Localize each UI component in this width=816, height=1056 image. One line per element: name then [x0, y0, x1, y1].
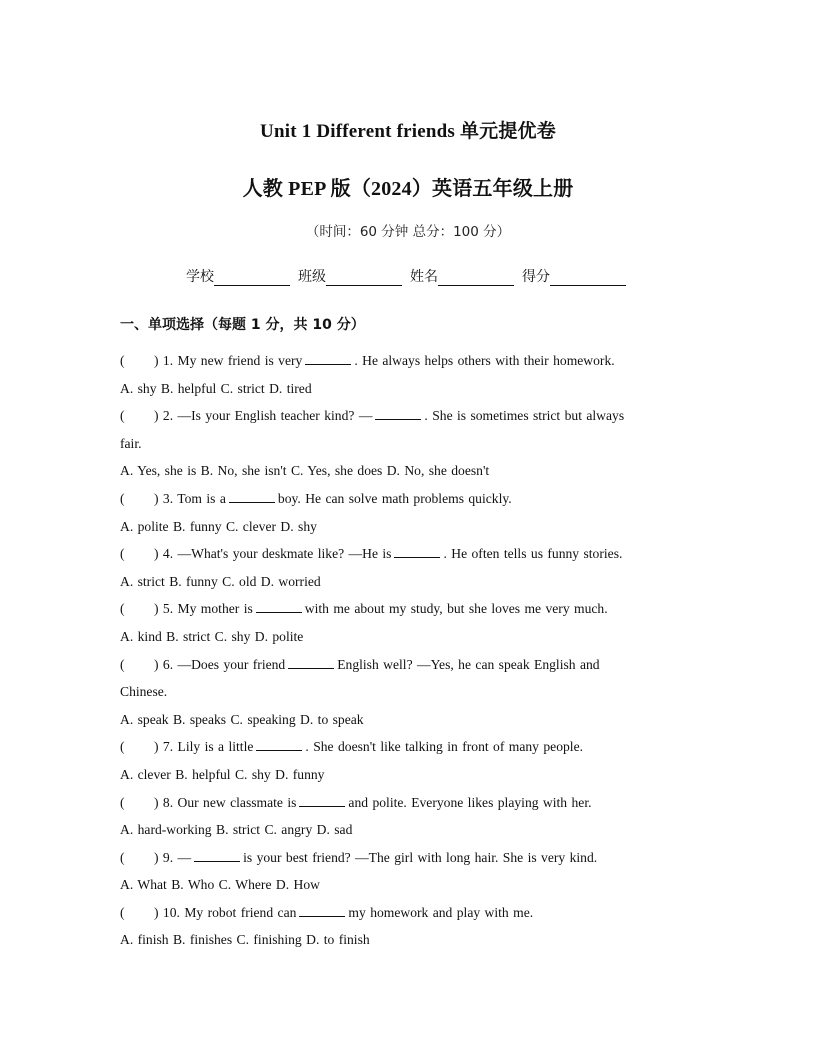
- question-text: ) 6. —Does your friend: [154, 656, 286, 672]
- question-list: [120, 350, 690, 957]
- question-text: ) 8. Our new classmate is: [154, 794, 297, 810]
- fill-blank: [229, 488, 275, 503]
- text-line: A. shy B. helpful C. strict D. tired: [120, 380, 312, 396]
- section-title: 一、单项选择（每题 1 分，共 10 分）: [120, 317, 365, 333]
- question-text: ) 2. —Is your English teacher kind? —: [154, 408, 373, 424]
- school-field: [186, 266, 294, 286]
- class-field: [298, 266, 406, 286]
- question-text-after: and polite. Everyone likes playing with her.: [348, 794, 592, 810]
- name-blank: [438, 270, 514, 286]
- answer-paren: (: [120, 408, 125, 424]
- school-blank: [214, 270, 290, 286]
- name-label: 姓名: [410, 269, 438, 285]
- answer-paren: (: [120, 794, 125, 810]
- student-info-row: [0, 266, 816, 286]
- question-text-after: with me about my study, but she loves me very much.: [304, 601, 608, 617]
- score-blank: [550, 270, 626, 286]
- answer-paren: (: [120, 490, 125, 506]
- fill-blank: [194, 847, 240, 862]
- question-text-after: . She is sometimes strict but always: [424, 408, 625, 424]
- answer-paren: (: [120, 904, 125, 920]
- fill-blank: [375, 405, 421, 420]
- question-text-after: boy. He can solve math problems quickly.: [277, 490, 512, 506]
- question-text: ) 4. —What's your deskmate like? —He is: [154, 546, 392, 562]
- fill-blank: [305, 350, 351, 365]
- answer-paren: (: [120, 849, 125, 865]
- text-line: A. speak B. speaks C. speaking D. to speak: [120, 711, 364, 727]
- question-text: ) 5. My mother is: [154, 601, 253, 617]
- worksheet-subtitle: 人教 PEP 版（2024）英语五年级上册: [242, 178, 574, 200]
- text-line: A. kind B. strict C. shy D. polite: [120, 628, 304, 644]
- question-text-after: English well? —Yes, he can speak English and: [337, 656, 600, 672]
- text-line: A. clever B. helpful C. shy D. funny: [120, 766, 325, 782]
- question-text-after: is your best friend? —The girl with long hair. She is very kind.: [243, 849, 598, 865]
- question-text: ) 9. —: [154, 849, 192, 865]
- fill-blank: [299, 902, 345, 917]
- text-line: A. finish B. finishes C. finishing D. to finish: [120, 932, 370, 948]
- text-line: A. strict B. funny C. old D. worried: [120, 573, 321, 589]
- answer-paren: (: [120, 656, 125, 672]
- question-text-after: my homework and play with me.: [348, 904, 534, 920]
- question-line: [120, 736, 690, 764]
- question-line: [120, 902, 690, 930]
- score-field: [522, 266, 630, 286]
- fill-blank: [299, 792, 345, 807]
- question-text: ) 7. Lily is a little: [154, 739, 254, 755]
- school-label: 学校: [186, 269, 214, 285]
- question-line: [120, 405, 690, 433]
- answer-paren: (: [120, 601, 125, 617]
- text-line: A. polite B. funny C. clever D. shy: [120, 518, 317, 534]
- text-line: A. What B. Who C. Where D. How: [120, 877, 320, 893]
- question-text-after: . She doesn't like talking in front of many people.: [305, 739, 583, 755]
- text-line: A. Yes, she is B. No, she isn't C. Yes, she does D. No, she doesn't: [120, 463, 490, 479]
- fill-blank: [288, 654, 334, 669]
- question-line: [120, 488, 690, 516]
- question-text-after: . He always helps others with their homework.: [354, 353, 615, 368]
- answer-paren: (: [120, 546, 125, 562]
- class-blank: [326, 270, 402, 286]
- answer-paren: (: [120, 353, 125, 368]
- fill-blank: [394, 543, 440, 558]
- question-text: ) 1. My new friend is very: [154, 353, 303, 368]
- score-label: 得分: [522, 269, 550, 285]
- name-field: [410, 266, 518, 286]
- question-line: [120, 598, 690, 626]
- fill-blank: [256, 598, 302, 613]
- question-line: [120, 350, 690, 378]
- question-text: ) 3. Tom is a: [154, 490, 226, 506]
- answer-paren: (: [120, 739, 125, 755]
- question-line: [120, 654, 690, 682]
- question-line: [120, 847, 690, 875]
- worksheet-title: Unit 1 Different friends 单元提优卷: [260, 121, 556, 142]
- class-label: 班级: [298, 269, 326, 285]
- time-and-score-info: （时间：60 分钟 总分：100 分）: [305, 224, 511, 240]
- question-text-after: . He often tells us funny stories.: [443, 546, 623, 562]
- question-line: [120, 543, 690, 571]
- question-text: ) 10. My robot friend can: [154, 904, 297, 920]
- text-line: fair.: [120, 435, 142, 451]
- fill-blank: [256, 736, 302, 751]
- text-line: A. hard-working B. strict C. angry D. sad: [120, 822, 353, 838]
- text-line: Chinese.: [120, 684, 168, 700]
- question-line: [120, 792, 690, 820]
